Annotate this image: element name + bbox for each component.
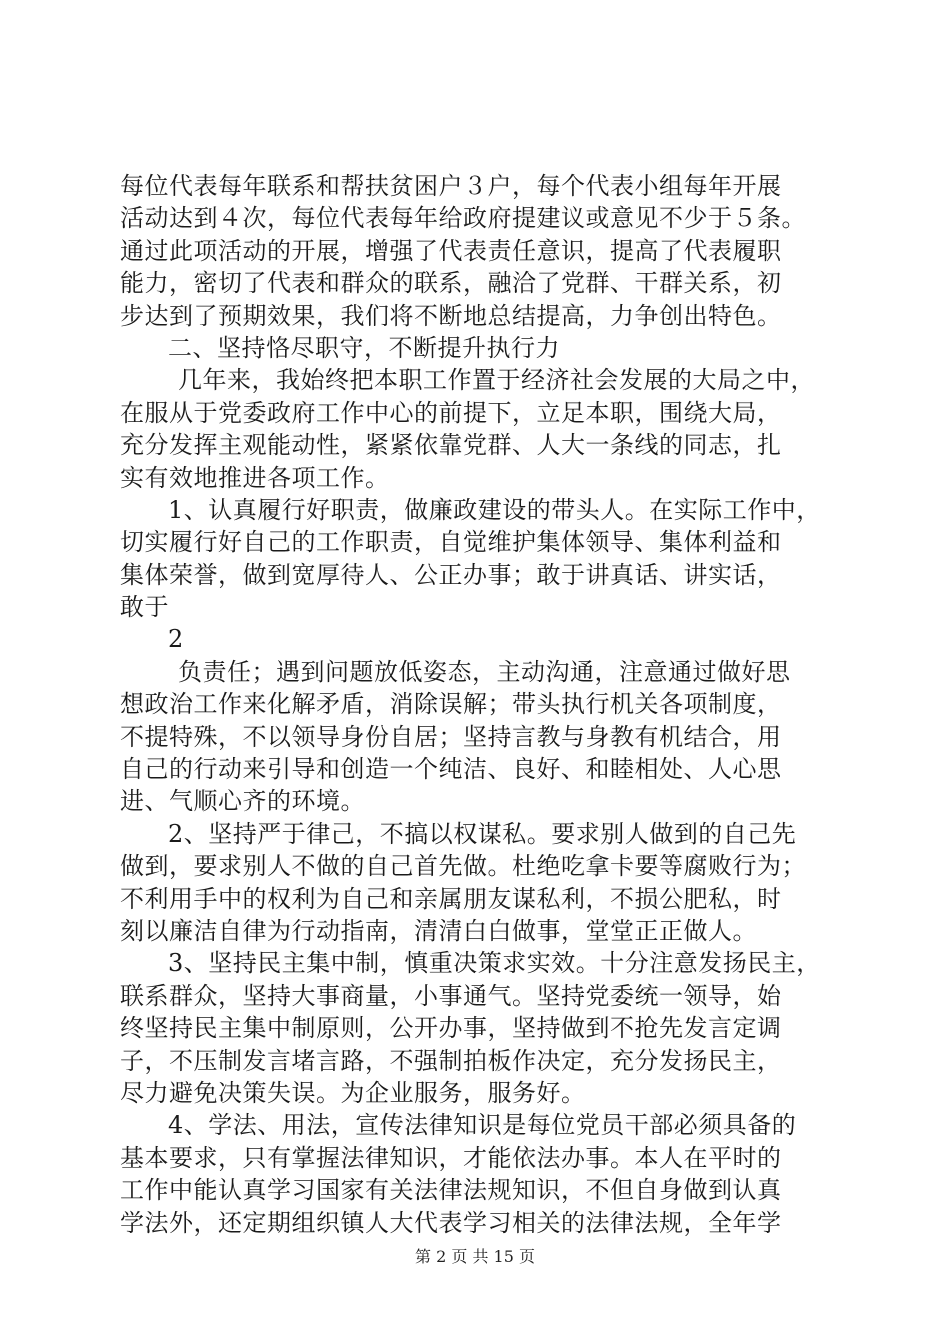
text-line: 通过此项活动的开展，增强了代表责任意识，提高了代表履职 <box>120 236 782 265</box>
text-line: 集体荣誉，做到宽厚待人、公正办事；敢于讲真话、讲实话， <box>120 560 782 589</box>
text-line: 进、气顺心齐的环境。 <box>120 787 365 816</box>
text-line: 敢于 <box>120 593 169 622</box>
text-line: 充分发挥主观能动性，紧紧依靠党群、人大一条线的同志，扎 <box>120 431 782 460</box>
text-line: 做到，要求别人不做的自己首先做。杜绝吃拿卡要等腐败行为； <box>120 852 806 881</box>
page-footer: 第 2 页 共 15 页 <box>415 1247 535 1266</box>
text-line: 联系群众，坚持大事商量，小事通气。坚持党委统一领导，始 <box>120 981 782 1010</box>
text-line: 刻以廉洁自律为行动指南，清清白白做事，堂堂正正做人。 <box>120 916 757 945</box>
text-line: 尽力避免决策失误。为企业服务，服务好。 <box>120 1078 586 1107</box>
text-line: 几年来，我始终把本职工作置于经济社会发展的大局之中， <box>178 366 815 395</box>
text-line: 工作中能认真学习国家有关法律法规知识，不但自身做到认真 <box>120 1176 782 1205</box>
text-line: 切实履行好自己的工作职责，自觉维护集体领导、集体利益和 <box>120 528 782 557</box>
text-line: 能力，密切了代表和群众的联系，融洽了党群、干群关系，初 <box>120 269 782 298</box>
text-line: 终坚持民主集中制原则，公开办事，坚持做到不抢先发言定调 <box>120 1014 782 1043</box>
text-line: 1、认真履行好职责，做廉政建设的带头人。在实际工作中， <box>168 495 821 524</box>
text-line: 4、学法、用法，宣传法律知识是每位党员干部必须具备的 <box>168 1111 797 1140</box>
inline-page-number: 2 <box>168 625 184 654</box>
text-line: 活动达到４次，每位代表每年给政府提建议或意见不少于５条。 <box>120 204 806 233</box>
text-line: 2、坚持严于律己，不搞以权谋私。要求别人做到的自己先 <box>168 819 797 848</box>
text-line: 实有效地推进各项工作。 <box>120 463 390 492</box>
text-line: 自己的行动来引导和创造一个纯洁、良好、和睦相处、人心思 <box>120 755 782 784</box>
section-heading: 二、坚持恪尽职守，不断提升执行力 <box>168 333 560 362</box>
text-line: 想政治工作来化解矛盾，消除误解；带头执行机关各项制度， <box>120 690 782 719</box>
text-line: 不利用手中的权利为自己和亲属朋友谋私利，不损公肥私，时 <box>120 884 782 913</box>
text-line: 负责任；遇到问题放低姿态，主动沟通，注意通过做好思 <box>178 657 791 686</box>
text-line: 子，不压制发言堵言路，不强制拍板作决定，充分发扬民主， <box>120 1046 782 1075</box>
text-line: 不提特殊，不以领导身份自居；坚持言教与身教有机结合，用 <box>120 722 782 751</box>
text-line: 学法外，还定期组织镇人大代表学习相关的法律法规，全年学 <box>120 1208 782 1237</box>
document-body <box>120 170 840 1239</box>
text-line: 在服从于党委政府工作中心的前提下，立足本职，围绕大局， <box>120 398 782 427</box>
text-line: 每位代表每年联系和帮扶贫困户３户，每个代表小组每年开展 <box>120 172 782 200</box>
text-line: 步达到了预期效果，我们将不断地总结提高，力争创出特色。 <box>120 301 782 330</box>
text-line: 基本要求，只有掌握法律知识，才能依法办事。本人在平时的 <box>120 1143 782 1172</box>
text-line: 3、坚持民主集中制，慎重决策求实效。十分注意发扬民主， <box>168 949 821 978</box>
